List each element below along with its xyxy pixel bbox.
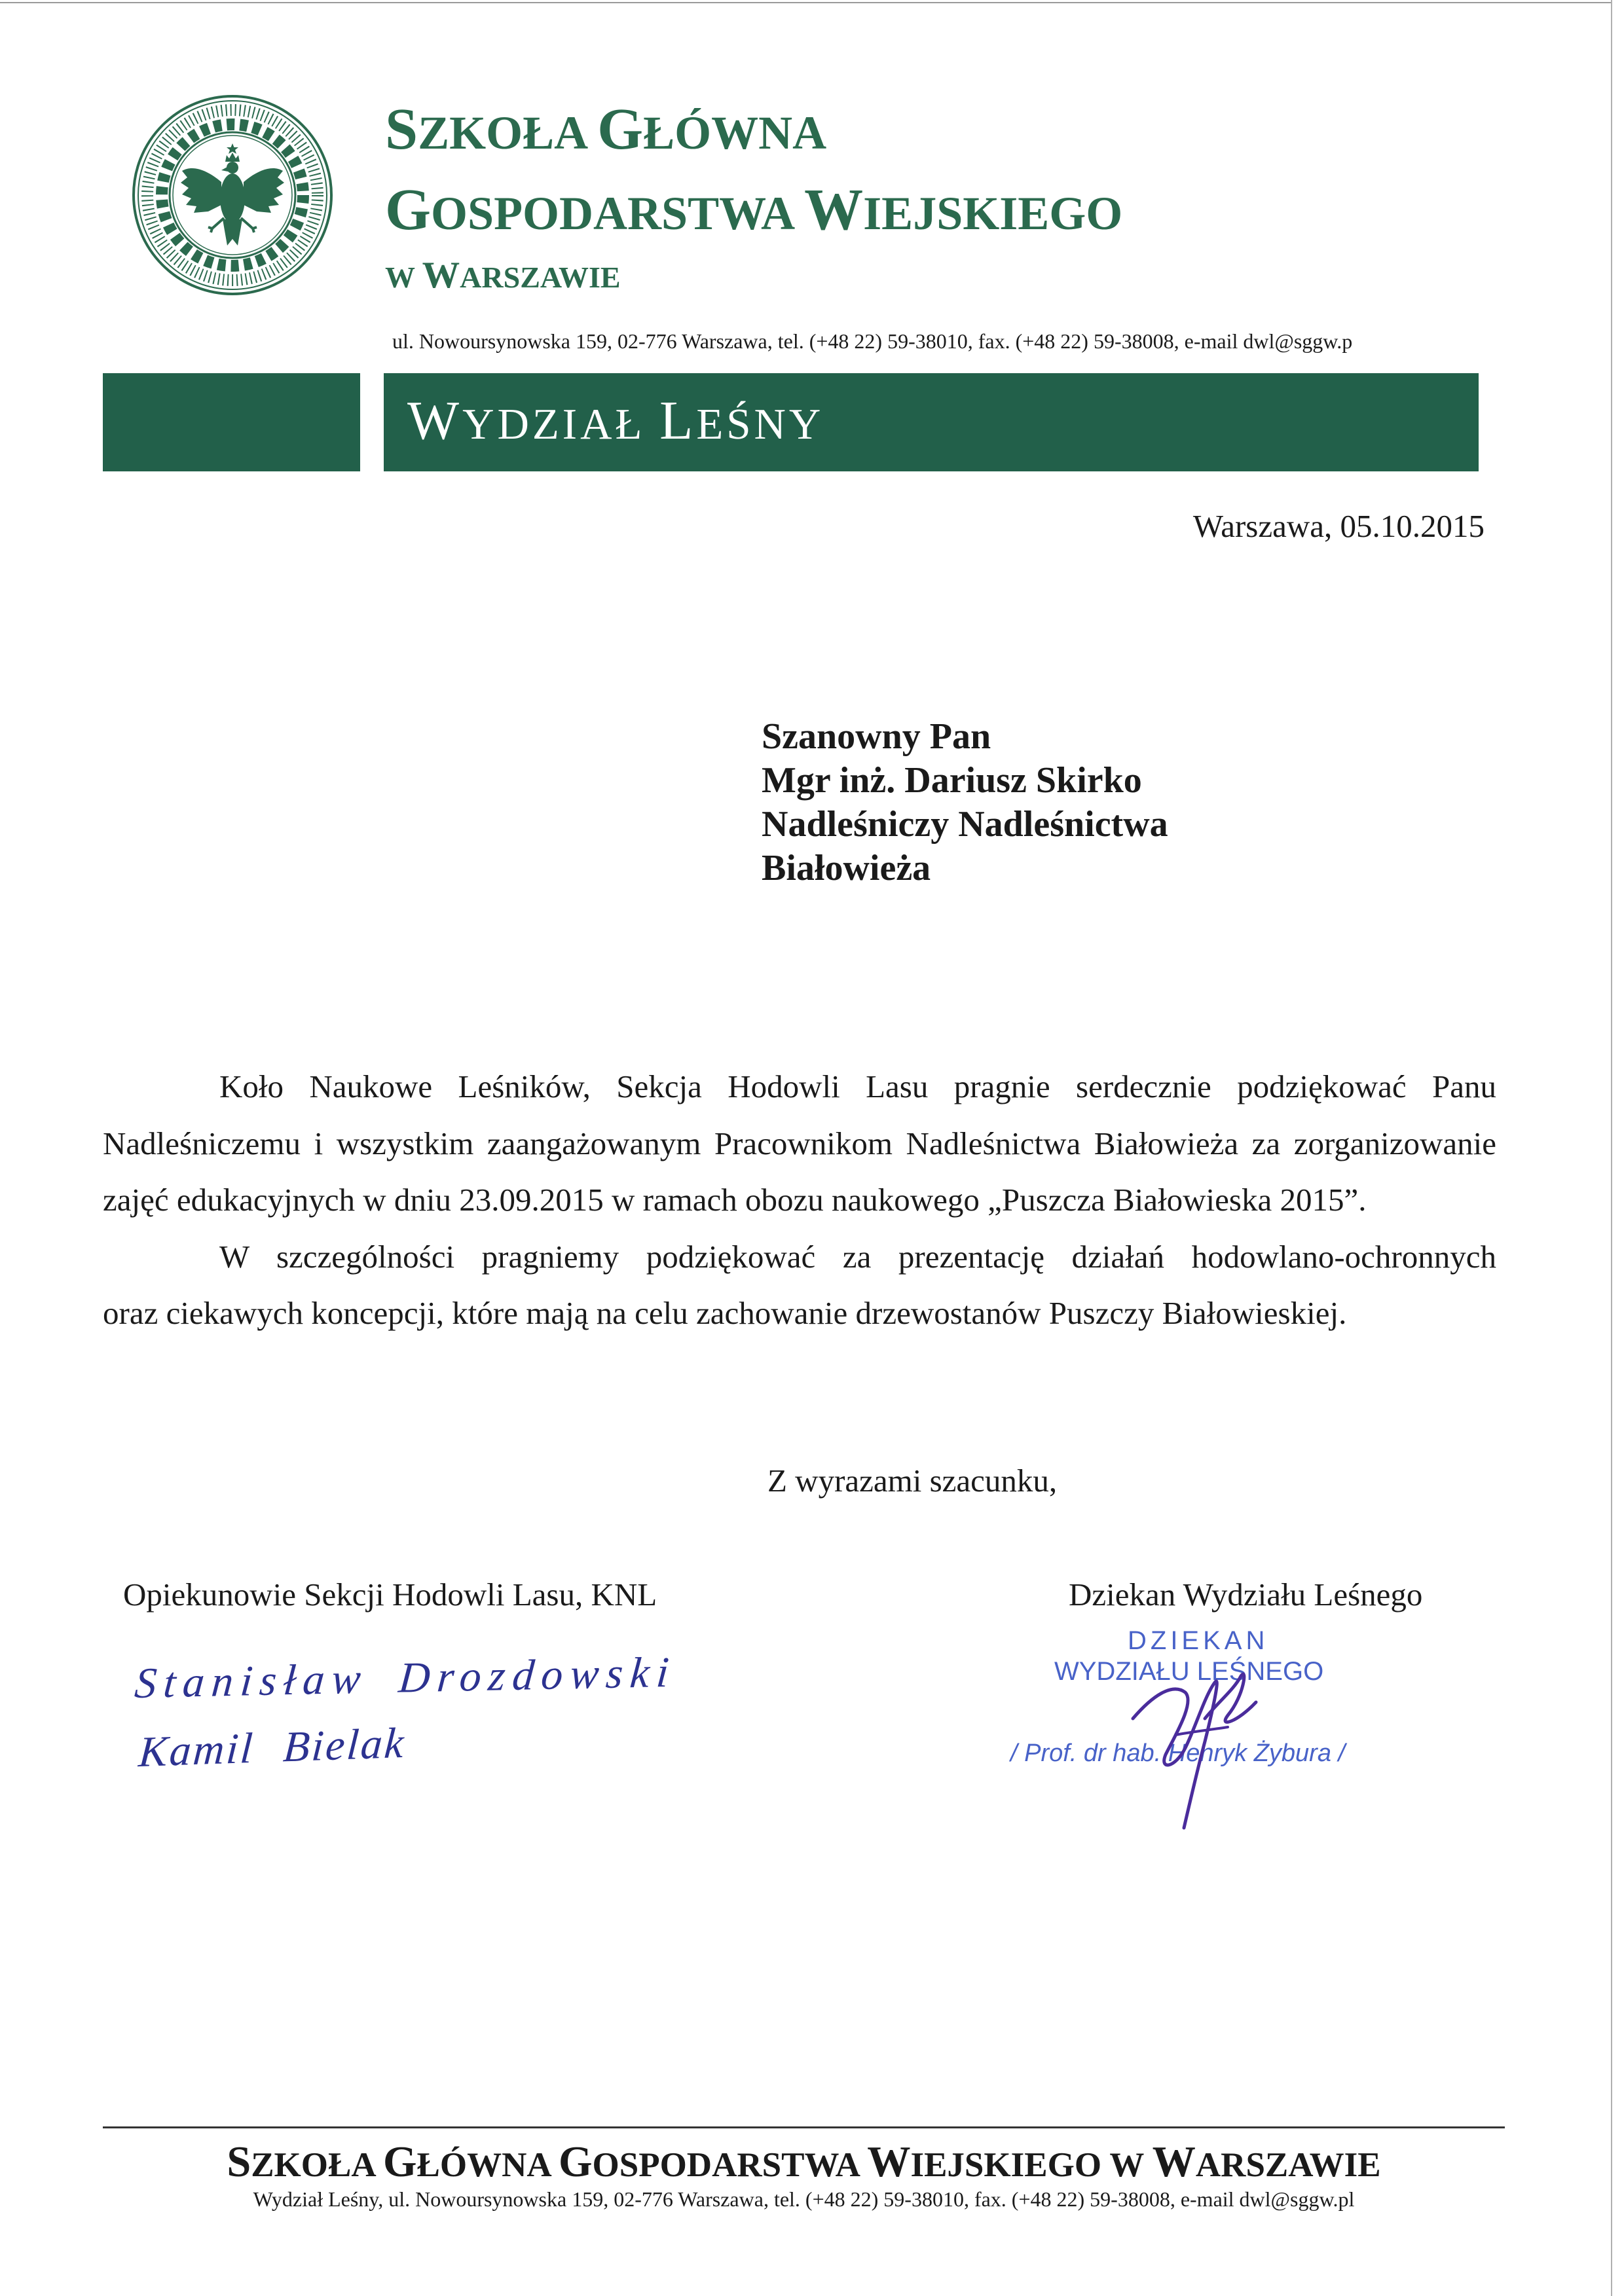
header-address: ul. Nowoursynowska 159, 02-776 Warszawa, tel. (+48 22) 59-38010, fax. (+48 22) 59-38008, e-mail dwl@sggw.p bbox=[392, 329, 1353, 353]
footer-rule bbox=[103, 2126, 1505, 2128]
stamp-line-name: / Prof. dr hab. Henryk Żybura / bbox=[1010, 1740, 1346, 1767]
university-name-line3: W WARSZAWIE bbox=[385, 255, 621, 296]
small-caps-initial: S bbox=[227, 2138, 251, 2186]
closing-phrase: Z wyrazami szacunku, bbox=[767, 1463, 1058, 1499]
body-line: zajęć edukacyjnych w dniu 23.09.2015 w ramach obozu naukowego „Puszcza Białowieska 2015”. bbox=[103, 1182, 1367, 1218]
small-caps-initial: W bbox=[1152, 2138, 1196, 2186]
stamp-line-title: DZIEKAN bbox=[1128, 1626, 1269, 1655]
handwritten-signature: Stanisław Drozdowski bbox=[132, 1648, 678, 1708]
handwritten-signature: Kamil Bielak bbox=[137, 1719, 407, 1777]
body-line: oraz ciekawych koncepcji, które mają na celu zachowanie drzewostanów Puszczy Białowieskiej. bbox=[103, 1295, 1347, 1331]
recipient-block bbox=[762, 715, 1168, 890]
recipient-line: Białowieża bbox=[762, 848, 931, 888]
body-line: Nadleśniczemu i wszystkim zaangażowanym Pracownikom Nadleśnictwa Białowieża za zorganizowanie bbox=[103, 1125, 1496, 1161]
small-caps-initial: L bbox=[659, 390, 697, 451]
letter-body bbox=[103, 1059, 1496, 1342]
small-caps-initial: W bbox=[804, 177, 864, 242]
small-caps-initial: G bbox=[382, 2138, 417, 2186]
faculty-name: WYDZIAŁ LEŚNY bbox=[407, 390, 824, 451]
small-caps-initial: G bbox=[385, 177, 432, 242]
university-name-line1: SZKOŁA GŁÓWNA bbox=[385, 97, 827, 162]
footer-university-name: SZKOŁA GŁÓWNA GOSPODARSTWA WIEJSKIEGO W WARSZAWIE bbox=[227, 2138, 1381, 2186]
small-caps-initial: W bbox=[422, 255, 460, 296]
body-paragraph bbox=[103, 1229, 1496, 1342]
recipient-line: Mgr inż. Dariusz Skirko bbox=[762, 760, 1142, 801]
header-bar-left bbox=[103, 373, 360, 471]
small-caps-initial: S bbox=[385, 97, 418, 162]
university-name-line2: GOSPODARSTWA WIEJSKIEGO bbox=[385, 177, 1123, 242]
small-caps-initial: W bbox=[867, 2138, 911, 2186]
signature-label-right: Dziekan Wydziału Leśnego bbox=[1069, 1576, 1423, 1613]
small-caps-initial: W bbox=[407, 390, 463, 451]
scan-edge-right bbox=[1611, 0, 1612, 2296]
recipient-line: Nadleśniczy Nadleśnictwa bbox=[762, 804, 1168, 845]
scan-edge-top bbox=[0, 2, 1611, 3]
body-line: W szczególności pragniemy podziękować za prezentację działań hodowlano-ochronnych bbox=[219, 1238, 1496, 1275]
recipient-line: Szanowny Pan bbox=[762, 716, 991, 757]
small-caps-initial: G bbox=[558, 2138, 593, 2186]
stamp-line-faculty: WYDZIAŁU LEŚNEGO bbox=[1054, 1657, 1324, 1686]
footer-address: Wydział Leśny, ul. Nowoursynowska 159, 02-776 Warszawa, tel. (+48 22) 59-38010, fax. (+48 22) 59-38008, e-mail dwl@sggw.pl bbox=[253, 2187, 1355, 2211]
small-caps-initial: G bbox=[597, 97, 644, 162]
university-seal-eagle-icon bbox=[131, 94, 334, 297]
dean-signature-scribble bbox=[1113, 1656, 1283, 1840]
place-date: Warszawa, 05.10.2015 bbox=[1192, 508, 1485, 544]
body-line: Koło Naukowe Leśników, Sekcja Hodowli Lasu pragnie serdecznie podziękować Panu bbox=[219, 1068, 1496, 1104]
signature-label-left: Opiekunowie Sekcji Hodowli Lasu, KNL bbox=[123, 1576, 657, 1613]
body-paragraph bbox=[103, 1059, 1496, 1229]
